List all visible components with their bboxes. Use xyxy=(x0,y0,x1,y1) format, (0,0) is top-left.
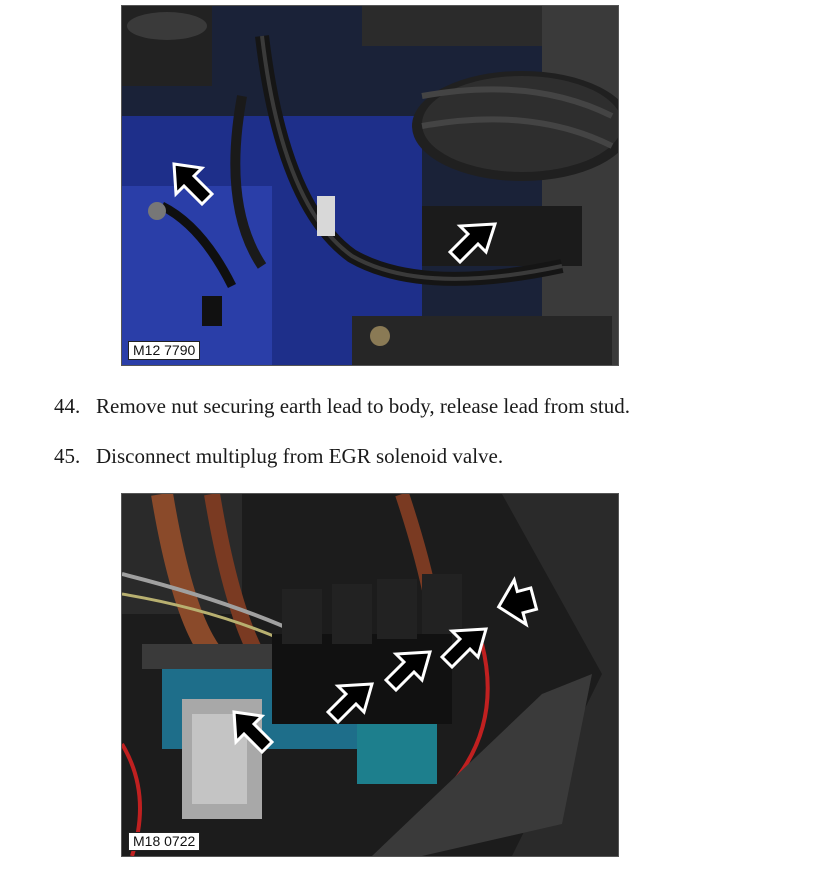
step-number: 45. xyxy=(54,444,81,468)
multiplug-photo-illustration xyxy=(122,494,618,856)
step-text: Disconnect multiplug from EGR solenoid valve. xyxy=(96,444,504,468)
instruction-step xyxy=(54,393,630,419)
step-number: 44. xyxy=(54,394,81,418)
egr-valve-photo-illustration xyxy=(122,6,618,365)
figure-photo-multiplugs xyxy=(121,493,619,857)
instruction-step xyxy=(54,443,503,469)
figure-label: M18 0722 xyxy=(128,832,200,851)
figure-label: M12 7790 xyxy=(128,341,200,360)
step-text: Remove nut securing earth lead to body, release lead from stud. xyxy=(96,394,630,418)
figure-photo-egr-valve-area xyxy=(121,5,619,366)
